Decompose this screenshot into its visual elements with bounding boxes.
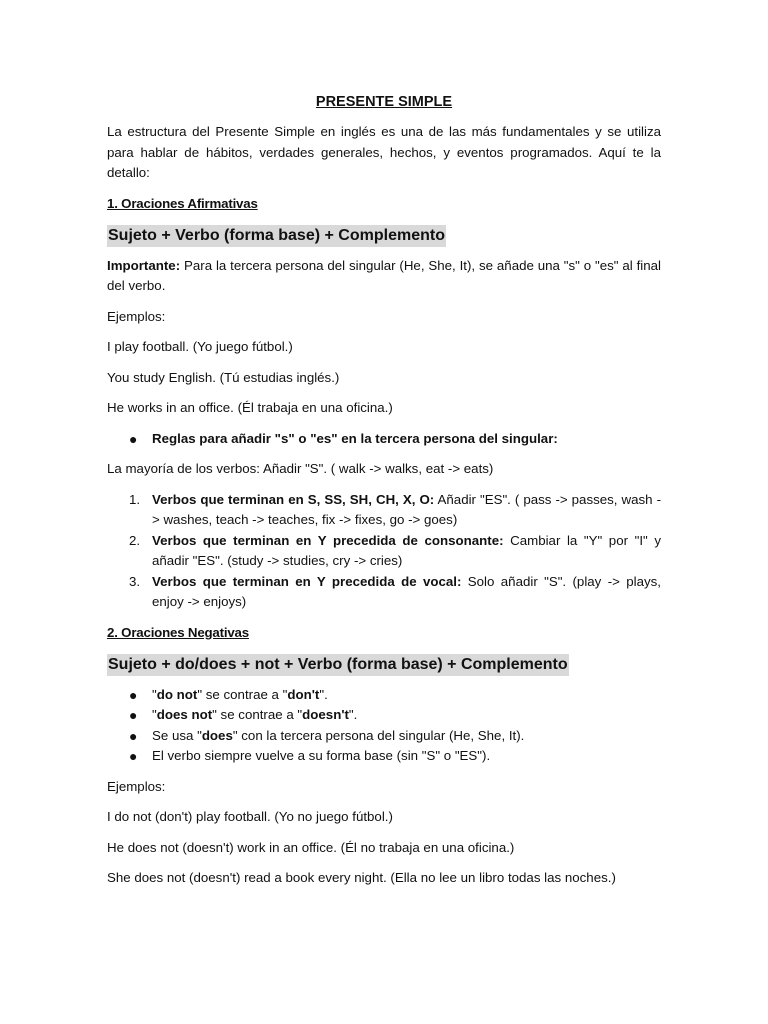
list-item [107, 726, 661, 747]
affirmative-example-3: He works in an office. (Él trabaja en una oficina.) [107, 400, 393, 415]
important-text: Para la tercera persona del singular (He, She, It), se añade una "s" o "es" al final del verbo. [107, 257, 661, 293]
list-number: 2. [129, 532, 141, 548]
majority-rule: La mayoría de los verbos: Añadir "S". ( walk -> walks, eat -> eats) [107, 461, 494, 476]
negative-formula: Sujeto + do/does + not + Verbo (forma base) + Complemento [107, 654, 569, 676]
bullet-icon: ● [129, 727, 138, 744]
note-bold: doesn't [302, 707, 349, 722]
list-item [107, 531, 661, 572]
note-bold: do not [156, 686, 198, 702]
list-item [107, 705, 661, 726]
note-text: " se contrae a " [197, 686, 288, 702]
rule-text: Añadir "ES". ( pass -> passes, wash -> washes, teach -> teaches, fix -> fixes, go -> goes) [152, 491, 661, 527]
negative-examples-label: Ejemplos: [107, 778, 166, 794]
rule-bold: Verbos que terminan en Y precedida de consonante: [152, 532, 504, 548]
negative-example-1: I do not (don't) play football. (Yo no juego fútbol.) [107, 809, 393, 824]
rule-bold: Verbos que terminan en Y precedida de vocal: [152, 573, 462, 589]
note-text: ". [348, 707, 358, 722]
bullet-icon: ● [129, 686, 138, 703]
spelling-rules-list [107, 490, 661, 613]
rule-bold: Verbos que terminan en S, SS, SH, CH, X, O: [152, 491, 435, 507]
bullet-icon: ● [129, 430, 138, 447]
note-bold: don't [287, 686, 320, 702]
note-bold: does [201, 727, 233, 743]
note-text: " [152, 686, 157, 702]
examples-label: Ejemplos: [107, 308, 166, 324]
negative-notes-list [107, 685, 661, 767]
rule-text: Solo añadir "S". (play -> plays, enjoy -> enjoys) [152, 573, 661, 609]
note-text: Se usa " [152, 727, 202, 743]
intro-paragraph: La estructura del Presente Simple en inglés es una de las más fundamentales y se utiliza para hablar de hábitos, verdades generales, hechos, y eventos programados. Aquí te la detallo: [107, 124, 661, 180]
list-item [107, 746, 661, 767]
rules-bullet-list [107, 429, 661, 450]
important-paragraph [107, 256, 661, 297]
list-item [107, 572, 661, 613]
list-number: 1. [129, 491, 141, 507]
section-1-heading: 1. Oraciones Afirmativas [107, 195, 258, 211]
bullet-icon: ● [129, 707, 138, 723]
bullet-icon: ● [129, 748, 138, 764]
note-text: ". [319, 686, 328, 702]
note-bold: does not [156, 707, 213, 722]
rule-bullet-text: Reglas para añadir "s" o "es" en la tercera persona del singular: [152, 430, 558, 446]
affirmative-example-1: I play football. (Yo juego fútbol.) [107, 339, 293, 354]
affirmative-formula: Sujeto + Verbo (forma base) + Complemento [107, 225, 446, 247]
affirmative-formula-block [107, 225, 661, 247]
note-text: " con la tercera persona del singular (He, She, It). [232, 727, 525, 743]
note-text: " se contrae a " [212, 707, 303, 722]
list-item [107, 490, 661, 531]
list-number: 3. [129, 573, 141, 589]
list-item [107, 685, 661, 706]
section-2-heading: 2. Oraciones Negativas [107, 624, 249, 640]
important-label: Importante: [107, 257, 181, 273]
note-text: " [152, 707, 157, 722]
negative-formula-block [107, 654, 661, 676]
affirmative-example-2: You study English. (Tú estudias inglés.) [107, 369, 340, 385]
negative-example-2: He does not (doesn't) work in an office. (Él no trabaja en una oficina.) [107, 839, 515, 855]
list-item [107, 429, 661, 450]
note-text: El verbo siempre vuelve a su forma base (sin "S" o "ES"). [152, 748, 491, 763]
document-page [107, 92, 661, 899]
document-title: PRESENTE SIMPLE [315, 94, 453, 110]
rule-text: Cambiar la "Y" por "I" y añadir "ES". (study -> studies, cry -> cries) [152, 532, 661, 568]
negative-example-3: She does not (doesn't) read a book every night. (Ella no lee un libro todas las noches.) [107, 870, 616, 885]
